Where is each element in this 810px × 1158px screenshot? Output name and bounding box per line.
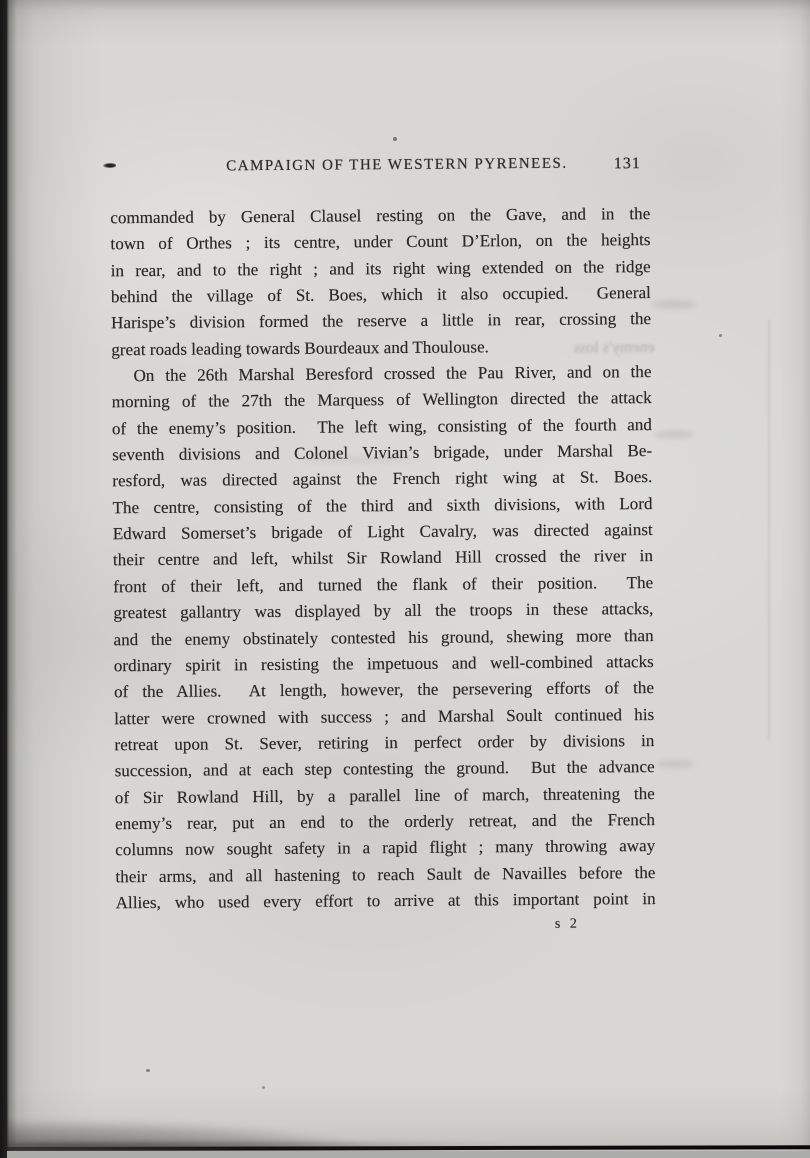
text-line: great roads leading towards Bourdeaux and Thoulouse. [111, 337, 490, 359]
text-line: commanded by General Clausel resting on the Gave, and in the [110, 204, 651, 228]
text-line: Allies, who used every effort to arrive at this important point in [115, 888, 656, 913]
text-line: Harispe’s division formed the reserve a little in rear, crossing the [111, 309, 652, 333]
show-through-smudge [654, 430, 694, 439]
text-line: Edward Somerset’s brigade of Light Cavalry, was directed against [112, 520, 653, 544]
text-line: morning of the 27th the Marquess of Wellington directed the attack [111, 388, 652, 412]
ink-speck [719, 334, 722, 337]
ink-speck [146, 1069, 150, 1072]
text-line: of the enemy’s position. The left wing, consisting of the fourth and [111, 414, 653, 439]
show-through-text: enemy's loss [573, 338, 655, 357]
text-line: latter were crowned with success ; and Marshal Soult continued his [114, 704, 655, 728]
text-line: retreat upon St. Sever, retiring in perfect order by divisions in [114, 730, 655, 755]
ink-speck [262, 1086, 265, 1089]
text-line: ordinary spirit in resisting the impetuous and well-combined attacks [113, 651, 654, 676]
text-line: seventh divisions and Colonel Vivian’s brigade, under Marshal Be- [112, 441, 653, 465]
ink-speck [103, 163, 116, 168]
scan-bottom-strip [0, 1151, 810, 1158]
text-line: enemy’s rear, put an end to the orderly retreat, and the French [114, 809, 656, 834]
running-header [127, 155, 667, 181]
text-line: The centre, consisting of the third and sixth divisions, with Lord [112, 493, 653, 518]
page-number: 131 [613, 155, 641, 173]
book-binding-edge [0, 0, 7, 1158]
text-line: resford, was directed against the French right wing at St. Boes. [112, 467, 653, 491]
show-through-smudge [300, 456, 420, 463]
ink-speck [393, 137, 397, 141]
show-through-smudge [652, 300, 696, 309]
text-line: columns now sought safety in a rapid flight ; many throwing away [115, 836, 656, 860]
paper-crease [768, 320, 770, 740]
printer-signature-mark: s 2 [554, 916, 578, 932]
text-line: in rear, and to the right ; and its right wing extended on the ridge [110, 256, 651, 280]
text-line: their centre and left, whilst Sir Rowland Hill crossed the river in [112, 546, 654, 570]
text-line: front of their left, and turned the flank of their position. The [113, 572, 654, 597]
text-line: of Sir Rowland Hill, by a parallel line of march, threatening the [114, 783, 655, 807]
text-block [110, 201, 656, 917]
text-line: of the Allies. At length, however, the persevering efforts of the [113, 678, 655, 702]
text-line: their arms, and all hastening to reach Sault de Navailles before the [115, 862, 656, 886]
running-header-title: CAMPAIGN OF THE WESTERN PYRENEES. [226, 155, 568, 175]
text-line: On the 26th Marshal Beresford crossed the Pau River, and on the [133, 362, 652, 386]
text-line: succession, and at each step contesting the ground. But the advance [114, 757, 655, 781]
text-line: and the enemy obstinately contested his ground, shewing more than [113, 625, 654, 649]
text-line: town of Orthes ; its centre, under Count D’Erlon, on the heights [110, 230, 651, 254]
show-through-smudge [656, 760, 694, 768]
text-line: behind the village of St. Boes, which it also occupied. General [110, 283, 651, 307]
text-line: greatest gallantry was displayed by all the troops in these attacks, [113, 599, 654, 623]
